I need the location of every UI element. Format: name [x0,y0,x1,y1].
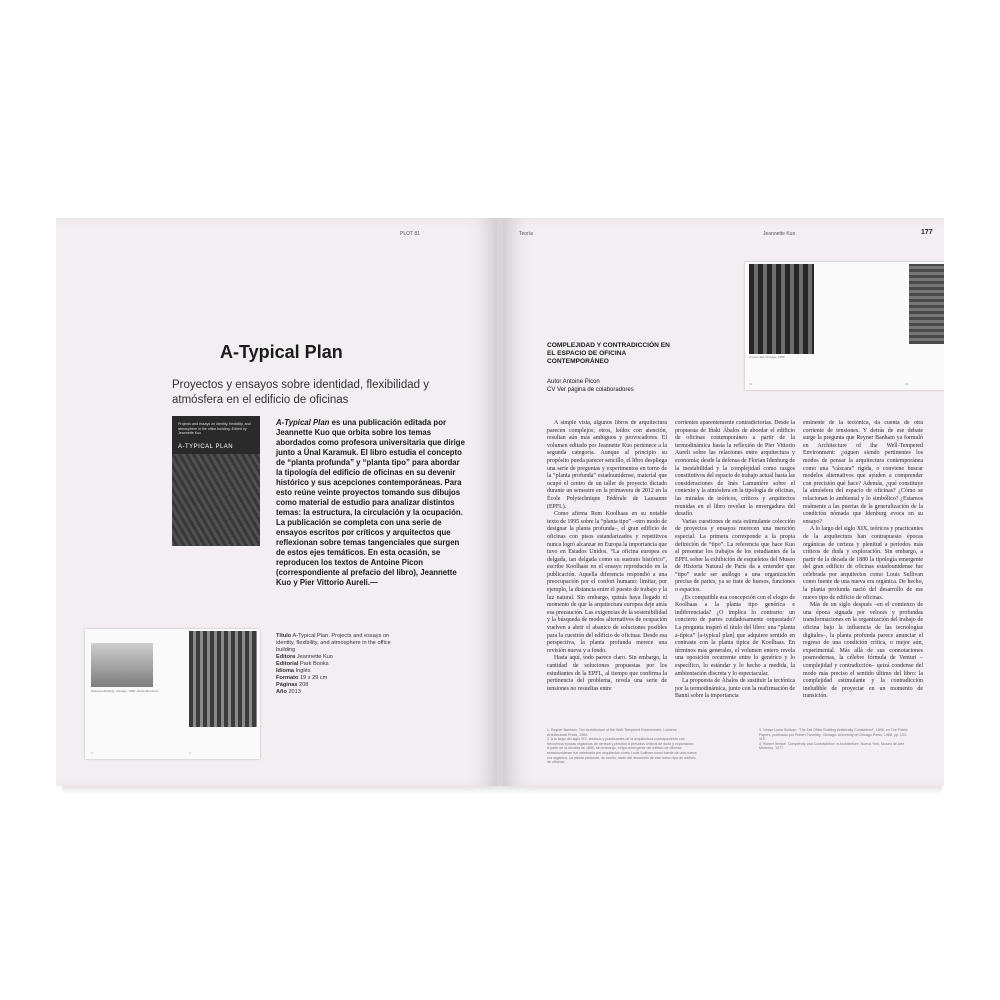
meta-row: Título A-Typical Plan. Projects and essays on identity, flexibility, and atmosphere in the office building [276,633,391,653]
photo-page-number: 13 [905,382,909,386]
photo-page-number: 12 [749,382,753,386]
text-column-2: corrientes aparentemente contradictorias. Desde la propuesta de Iñaki Ábalos de abordar el edificio de oficinas contemporáneo a partir de la termodinámica hasta la reflexión de Pier Vittorio Aureli sobre las relaciones entre arquitectura y economía; desde la defensa de Florian Idenburg de la inestabilidad y la complejidad como rasgos constitutivos del espacio de trabajo actual hasta las consideraciones de Inès Lamunière sobre el contexto y la atmósfera en la tipología de oficinas, las miradas de teóricos, críticos y arquitectos reunidas en el libro revelan la envergadura del desafío. Varias cuestiones de esta estimulante colección de proyectos y ensayos merecen una mención especial. La primera corresponde a la propia definición de “tipo”. La referencia que hace Kuo al presentar los trabajos de los estudiantes de la EPFL sobre la exhibición de esqueletos del Museo de Historia Natural de París da a entender que “tipo” suele ser análogo a una organización precisa de partes, ya se trate de huesos, funciones o espacios. ¿Es compatible esa concepción con el elogio de Koolhaas a la planta tipo genérica e indiferenciada? ¿O implica lo contrario: un concierto de partes cuidadosamente orquestado? La pregunta inspiró el título del libro: una “planta a-típica” [a-typical plan] que adquiere sentido en contraste con la planta típica de Koolhaas. En términos más generales, el volumen entero revela una oposición recurrente entre lo genérico y lo específico, lo estándar y lo hecho a medida, la ambientación discreta y lo espectacular. La propuesta de Ábalos de sustituir la tectónica por la termodinámica, junto con la reafirmación de Banni sobre la importancia [675,420,795,700]
facade-photo [909,264,944,344]
footnotes-left: 1. Reyner Banham, The Architecture of the Well-Tempered Environment, Londres: Architectural Press, 1969. 2. A lo largo del siglo XIX, teóricos y practicantes de la arquitectura contrapusieron con frecuencia épocas orgánicas de certeza y plenitud a períodos críticos de duda y exploración. A partir de la década de 1880, sin embargo, el tipo emergente del edificio de oficinas estadounidense fue celebrado por arquitectos como Louis Sullivan como fuente de una nueva era orgánica. La planta profunda, de hecho, nació del desarrollo de ese nuevo tipo de edificio de oficinas. [547,728,697,765]
intro-book-title: A-Typical Plan [276,418,330,427]
meta-row: Editora Jeannette Kuo [276,654,333,660]
text-column-3: eminente de la tectónica, da cuenta de otra corriente de tensiones. Y detrás de ese debate surge la pregunta que Reyner Banham ya formuló en Architecture of the Well-Tempered Environment: ¿siguen siendo pertinentes los modos de pensar la arquitectura contemporánea como una “cáscara” rígida, o conviene buscar modelos alternativos que ayuden a comprender con precisión qué hace? Además, ¿qué constituye la atmósfera del espacio de oficinas? ¿Cómo se relacionan lo ambiental y lo simbólico? ¿Estamos realmente a las puertas de la generalización de la condición nómada que Idenburg evoca en su ensayo? A lo largo del siglo XIX, teóricos y practicantes de la arquitectura han contrapuesto épocas orgánicas de certeza y plenitud a períodos más críticos de duda y exploración. Sin embargo, a partir de la década de 1880 la tipología emergente del gran edificio de oficinas estadounidense fue celebrada por arquitectos como Louis Sullivan como fuente de una nueva era orgánica. De hecho, la planta profunda nació del desarrollo de ese nuevo tipo de edificio de oficinas. Más de un siglo después –en el comienzo de una época signada por veloces y profundas transformaciones en la organización del trabajo de oficina bajo la influencia de las tecnologías digitales–, la planta profunda parece anunciar el regreso de una condición crítica, o mejor aún, experimental. Más allá de sus connotaciones posmodernas, la célebre fórmula de Venturi –complejidad y contradicción– quizá condense del modo más preciso el sentido último del libro: la complejidad estimulante y la contradicción ineludible de proyectar en un momento de transición. [803,420,923,700]
section-label: Teoría [519,231,533,237]
meta-row: Idioma Inglés [276,668,311,674]
page-number: 177 [921,229,933,236]
book-cover-image [172,416,260,546]
photo-insert-left [85,629,260,759]
left-page [56,218,497,786]
running-head: PLOT 81 [400,231,420,237]
photo-page-number: 2 [91,751,93,755]
meta-row: Formato 19 x 29 cm [276,675,328,681]
author-running-head: Jeannette Kuo [763,231,796,237]
essay-byline [547,378,677,394]
photo-insert-right [745,262,944,390]
text-column-1: A simple vista, algunos libros de arquitectura parecen complejos; otros, leídos con atención, resultan aún más ambiguos y provocadores. El volumen editado por Jeannette Kuo pertenece a la segunda categoría. Aunque al principio su propósito pueda parecer sencillo, el libro despliega una serie de preguntas y experimentos en torno de la “planta profunda” estadounidense, material que ocupó el centro de un taller de proyecto dictado durante un semestre en la primavera de 2012 en la École Polytechnique Fédérale de Lausanne (EPFL). Como afirma Rem Koolhaas en su notable texto de 1995 sobre la “planta tipo” –otro modo de designar la planta profunda–, el gran edificio de oficinas con pisos estandarizados y repetitivos nunca logró alcanzar en Europa la importancia que tuvo en Estados Unidos. “La oficina europea es delgada, tan delgada como su sustrato histórico”, escribe Koolhaas en el ensayo reproducido en la publicación. Aquella diferencia respondió a una preocupación por el confort humano: limitar, por ejemplo, la distancia entre el puesto de trabajo y la luz natural. Sin embargo, quizás haya llegado el momento de que la arquitectura europea deje atrás esa precaución. Las exigencias de la sostenibilidad y la búsqueda de modos alternativos de ocupación vuelven a abrir el abanico de soluciones posibles para la cuestión del edificio de oficinas. Desde esa perspectiva, la planta profunda merece una revisión nueva y a fondo. Hasta aquí, todo parece claro. Sin embargo, la cantidad de soluciones propuestas por los estudiantes de la EPFL, al tiempo que confirma la pertinencia del problema, revela una serie de tensiones no resueltas entre [547,420,667,692]
meta-row: Páginas 208 [276,682,309,688]
article-title: A-Typical Plan [220,342,343,362]
author-line: Autor Antoine Picon [547,379,600,385]
meta-row: Año 2013 [276,689,301,695]
building-photo [189,631,257,727]
intro-paragraph [276,418,466,588]
book-metadata [276,633,396,696]
right-page [503,218,944,786]
intro-text: es una publicación editada por Jeannette Kuo que orbita sobre los temas abordados como profesora universitaria que dirige junto a Ünal Karamuk. El libro estudia el concepto de “planta profunda” y “planta tipo” para abordar la tipología del edificio de oficinas en su devenir histórico y sus acepciones contemporáneas. Para esto reúne veinte proyectos tomando sus dibujos como material de estudio para analizar distintos temas: la estructura, la circulación y la ocupación. La publicación se completa con una serie de ensayos escritos por críticos y arquitectos que reflexionan sobre temas tangenciales que surgen de estos ejes temáticos. En esta ocasión, se reproducen los textos de Antoine Picon (correspondiente al prefacio del libro), Jeannette Kuo y Pier Vittorio Aureli.— [276,418,465,587]
footnotes-right: 3. Véase Louis Sullivan, “The Tall Office Building Artistically Considered”, 1896, en The Public Papers, publicado por Robert Twombly, Chicago: University of Chicago Press, 1988, pp. 103-113. 4. Robert Venturi, Complexity and Contradiction in Architecture, Nueva York: Museo de Arte Moderno, 1977. [759,728,908,751]
magazine-spread [56,218,944,786]
atrium-photo [91,643,153,687]
photo-caption: Reliance Building, Chicago, 1895. Daniel Burnham [91,689,159,693]
book-cover-title: A-TYPICAL PLAN [178,444,234,450]
photo-page-number: 3 [189,751,191,755]
photo-caption: Crown Hall, Chicago, 1956 [749,355,785,359]
book-cover-text: Projects and essays on identity, flexibility, and atmosphere in the office building. Edited by Jeannette Kuo [178,422,251,435]
book-cover-photo [172,454,260,546]
article-subtitle: Proyectos y ensayos sobre identidad, flexibilidad y atmósfera en el edificio de oficinas [172,379,429,406]
meta-row: Editorial Park Books [276,661,329,667]
interior-photo [749,264,814,354]
essay-title: COMPLEJIDAD Y CONTRADICCIÓN EN EL ESPACIO DE OFICINA CONTEMPORÁNEO [547,342,670,365]
cv-line: CV Ver página de colaboradores [547,387,634,393]
